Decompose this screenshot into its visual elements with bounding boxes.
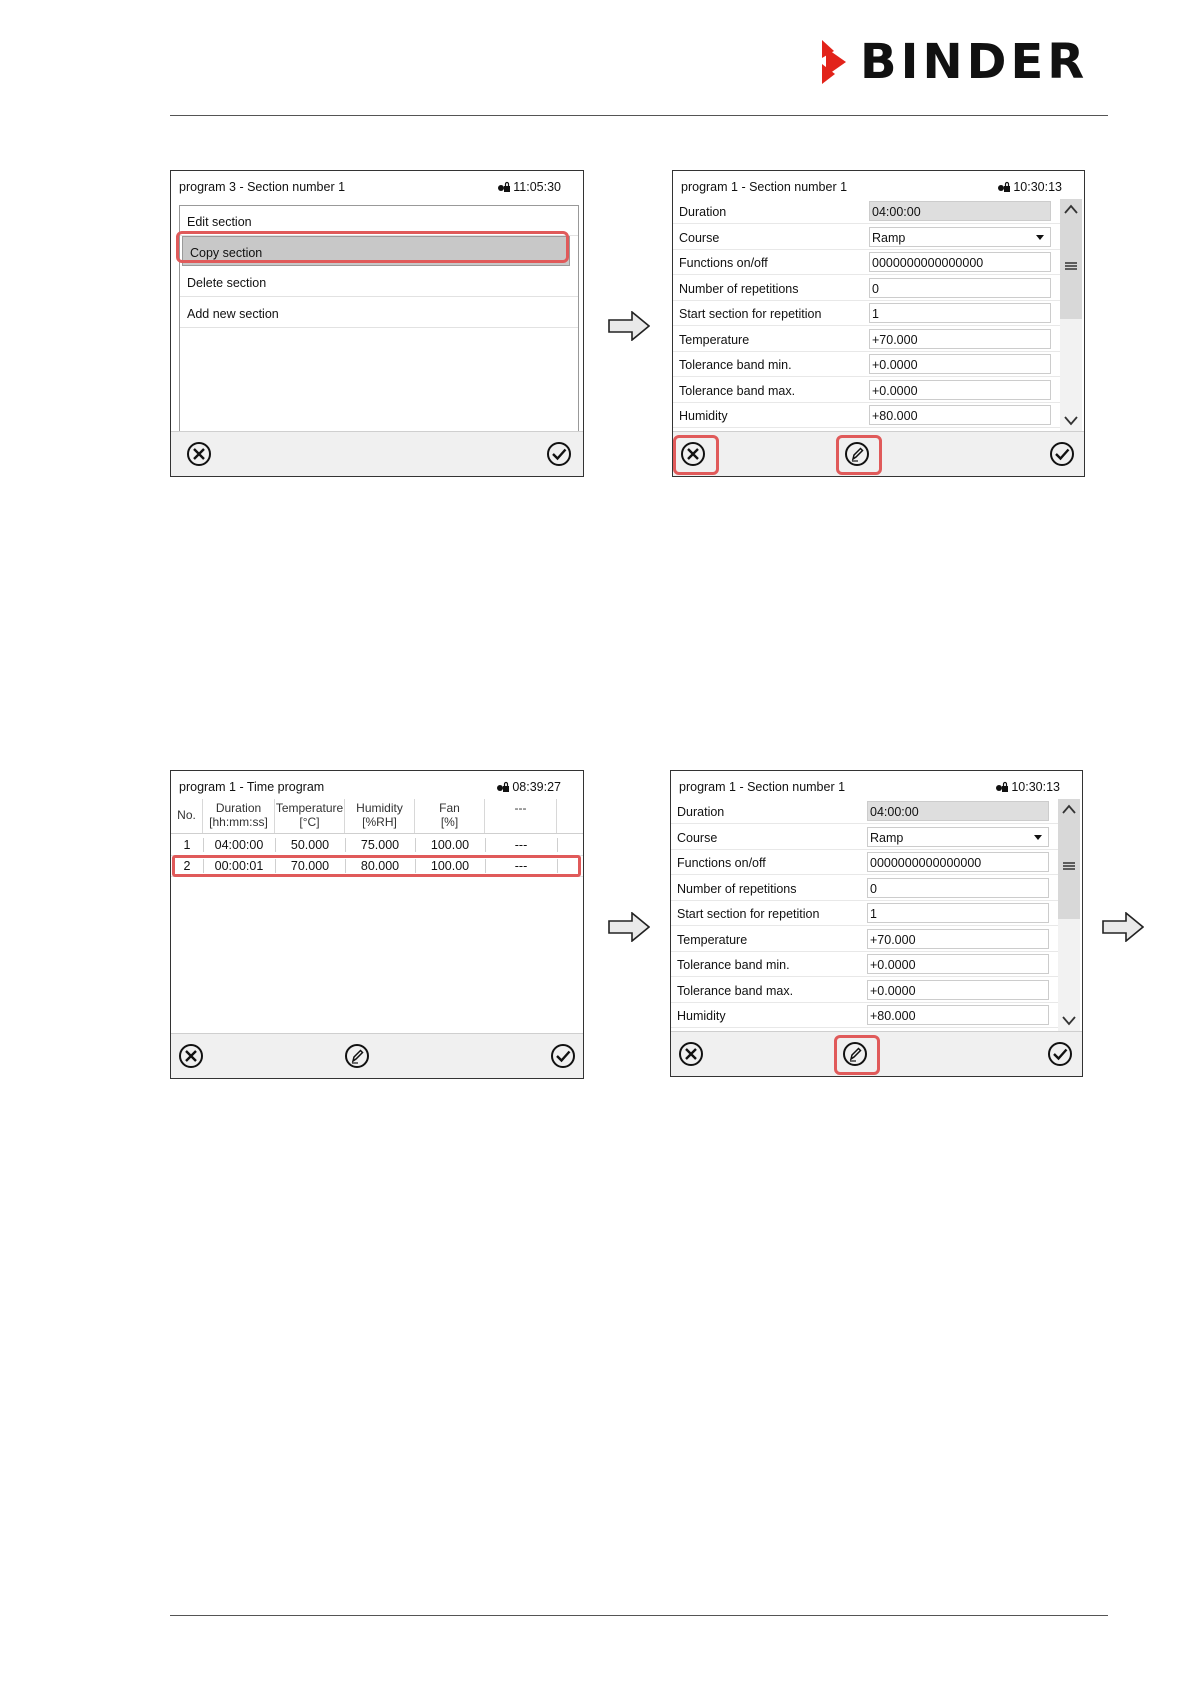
- parameter-label: Number of repetitions: [679, 281, 799, 296]
- parameter-value-field[interactable]: [869, 380, 1051, 400]
- clock-time: 11:05:30: [513, 180, 561, 194]
- parameter-row: [671, 876, 1061, 901]
- parameter-label: Start section for repetition: [677, 907, 820, 921]
- table-cell: 75.000: [360, 838, 400, 852]
- menu-icon[interactable]: [1064, 261, 1078, 271]
- parameter-value: 0: [870, 881, 877, 896]
- parameter-value: 1: [870, 907, 877, 921]
- parameter-value: Ramp: [872, 230, 906, 245]
- parameter-label: Number of repetitions: [677, 881, 797, 896]
- cancel-icon: [678, 1041, 704, 1067]
- parameter-label: Functions on/off: [679, 256, 768, 270]
- parameter-value: 0000000000000000: [872, 256, 984, 270]
- header-divider: [170, 115, 1108, 116]
- cancel-button[interactable]: [183, 438, 215, 470]
- table-cell: 100.00: [430, 859, 470, 873]
- binder-logo: [820, 34, 1089, 90]
- table-cell: 50.000: [290, 838, 330, 852]
- highlight-cancel-button: [673, 435, 719, 475]
- confirm-check-icon: [546, 441, 572, 467]
- screen-section-edit-bottom: [670, 770, 1083, 1077]
- column-divider: [557, 838, 558, 852]
- column-divider: [275, 838, 276, 852]
- screen-title: program 1 - Section number 1: [679, 780, 846, 794]
- screen-title: program 1 - Section number 1: [681, 180, 848, 194]
- parameter-value: +80.000: [872, 409, 918, 423]
- parameter-value: +0.0000: [872, 383, 918, 398]
- cancel-button[interactable]: [675, 1038, 707, 1070]
- parameter-value: 0: [872, 281, 879, 296]
- screen-title: program 3 - Section number 1: [179, 180, 346, 194]
- parameter-value-field[interactable]: [867, 954, 1049, 974]
- parameter-row: [673, 250, 1063, 275]
- parameter-value: +80.000: [870, 1009, 916, 1023]
- parameter-label: Duration: [677, 805, 725, 819]
- confirm-check-icon: [1049, 441, 1075, 467]
- column-header-extra: ---: [485, 799, 557, 833]
- parameter-label: Temperature: [677, 932, 748, 947]
- parameter-value: Ramp: [870, 830, 904, 845]
- parameter-row: [671, 901, 1061, 926]
- table-row[interactable]: [171, 835, 583, 856]
- brand-name: BINDER: [860, 34, 1089, 90]
- parameter-row: [673, 225, 1063, 250]
- edit-button[interactable]: [341, 1040, 373, 1072]
- scrollbar[interactable]: [1060, 199, 1082, 431]
- column-divider: [345, 838, 346, 852]
- screen-titlebar: [171, 771, 583, 801]
- parameter-label: Duration: [679, 205, 727, 219]
- clock-time: 08:39:27: [512, 780, 561, 794]
- clock-time: 10:30:13: [1011, 780, 1060, 794]
- parameter-value-field[interactable]: [867, 878, 1049, 898]
- screen-titlebar: [671, 771, 1082, 801]
- parameter-value-field[interactable]: [869, 278, 1051, 298]
- parameter-value-field[interactable]: [869, 354, 1051, 374]
- cancel-icon: [186, 441, 212, 467]
- parameter-label: Tolerance band max.: [677, 983, 794, 998]
- screen-section-edit-top: [672, 170, 1085, 477]
- table-cell: 70.000: [290, 859, 330, 873]
- next-arrow-icon: [608, 912, 650, 942]
- column-divider: [485, 838, 486, 852]
- parameter-row: [671, 825, 1061, 850]
- parameter-row: [673, 276, 1063, 301]
- parameter-row: [673, 199, 1063, 224]
- column-header-humidity: Humidity [%RH]: [345, 799, 415, 833]
- parameter-value: 04:00:00: [870, 805, 919, 819]
- parameter-value-field[interactable]: [869, 201, 1051, 221]
- course-select[interactable]: [867, 827, 1049, 847]
- scroll-down-icon[interactable]: [1061, 1015, 1077, 1027]
- parameter-row: [673, 327, 1063, 352]
- confirm-button[interactable]: [547, 1040, 579, 1072]
- parameter-row: [671, 1003, 1061, 1028]
- scroll-up-icon[interactable]: [1061, 803, 1077, 815]
- parameter-row: [673, 378, 1063, 403]
- next-arrow-icon: [1102, 912, 1144, 942]
- parameter-value: +0.0000: [870, 958, 916, 972]
- parameter-value: 04:00:00: [872, 205, 921, 219]
- parameter-value: +0.0000: [870, 983, 916, 998]
- table-cell: 1: [183, 838, 191, 852]
- parameter-value-field[interactable]: [867, 929, 1049, 949]
- table-cell: 2: [183, 859, 191, 873]
- screen-title: program 1 - Time program: [179, 780, 325, 794]
- parameter-row: [671, 978, 1061, 1003]
- parameter-value-field[interactable]: [869, 252, 1051, 272]
- parameter-value: +70.000: [872, 332, 918, 347]
- table-cell: 04:00:00: [214, 838, 264, 852]
- parameter-row: [673, 352, 1063, 377]
- confirm-check-icon: [1047, 1041, 1073, 1067]
- highlight-copy-section: [176, 231, 569, 263]
- parameter-label: Functions on/off: [677, 856, 766, 870]
- screen-clock: [997, 180, 1062, 194]
- parameter-value-field[interactable]: [867, 801, 1049, 821]
- table-cell: 100.00: [430, 838, 470, 852]
- highlight-edit-button: [834, 1035, 880, 1075]
- parameter-row: [671, 927, 1061, 952]
- screen-clock: [496, 780, 561, 794]
- table-cell: 00:00:01: [214, 859, 264, 873]
- parameter-value-field[interactable]: [869, 303, 1051, 323]
- menu-item-copy-section[interactable]: Copy section: [182, 236, 570, 266]
- parameter-label: Course: [679, 230, 720, 245]
- parameter-label: Humidity: [679, 409, 728, 423]
- parameter-value-field[interactable]: [867, 903, 1049, 923]
- table-header: [171, 799, 583, 834]
- confirm-button[interactable]: [1044, 1038, 1076, 1070]
- column-header-temperature: Temperature [°C]: [275, 799, 345, 833]
- lock-icon: [995, 781, 1009, 793]
- parameter-row: [671, 952, 1061, 977]
- parameter-label: Start section for repetition: [679, 307, 822, 321]
- table-cell: ---: [514, 859, 528, 873]
- parameter-row: [673, 301, 1063, 326]
- parameter-label: Tolerance band max.: [679, 383, 796, 398]
- scrollbar-thumb[interactable]: [1060, 199, 1082, 319]
- menu-item-add-new-section[interactable]: Add new section: [180, 298, 578, 328]
- column-divider: [415, 838, 416, 852]
- screen-titlebar: [673, 171, 1084, 201]
- menu-item-delete-section[interactable]: Delete section: [180, 267, 578, 297]
- column-header-duration: Duration [hh:mm:ss]: [203, 799, 275, 833]
- parameter-label: Tolerance band min.: [677, 958, 790, 972]
- parameter-value-field[interactable]: [867, 1005, 1049, 1025]
- parameter-value-field[interactable]: [869, 329, 1051, 349]
- next-arrow-icon: [608, 311, 650, 341]
- scrollbar[interactable]: [1058, 799, 1080, 1031]
- scroll-up-icon[interactable]: [1063, 203, 1079, 215]
- screen-footer: [171, 431, 583, 476]
- parameter-row: [671, 850, 1061, 875]
- binder-logo-mark: [820, 40, 850, 84]
- parameter-value-field[interactable]: [867, 852, 1049, 872]
- column-header-no: No.: [171, 799, 203, 833]
- table-cell: ---: [514, 838, 528, 852]
- screen-section-menu: [170, 170, 584, 477]
- highlight-row-2: [172, 855, 581, 877]
- parameter-row: [671, 799, 1061, 824]
- parameter-value: +0.0000: [872, 358, 918, 372]
- screen-footer: [171, 1033, 583, 1078]
- parameter-row: [673, 403, 1063, 428]
- parameter-label: Humidity: [677, 1009, 726, 1023]
- parameter-value: 1: [872, 307, 879, 321]
- parameter-value: +70.000: [870, 932, 916, 947]
- edit-pencil-icon: [344, 1043, 370, 1069]
- lock-icon: [497, 181, 511, 193]
- footer-divider: [170, 1615, 1108, 1616]
- course-select[interactable]: [869, 227, 1051, 247]
- menu-icon[interactable]: [1062, 861, 1076, 871]
- dropdown-arrow-icon[interactable]: [1034, 835, 1042, 840]
- scroll-down-icon[interactable]: [1063, 415, 1079, 427]
- highlight-edit-button: [836, 435, 882, 475]
- scrollbar-thumb[interactable]: [1058, 799, 1080, 919]
- lock-icon: [997, 181, 1011, 193]
- parameter-label: Temperature: [679, 332, 750, 347]
- confirm-button[interactable]: [543, 438, 575, 470]
- screen-clock: [497, 180, 561, 194]
- lock-icon: [496, 781, 510, 793]
- parameter-label: Tolerance band min.: [679, 358, 792, 372]
- cancel-button[interactable]: [175, 1040, 207, 1072]
- table-cell: 80.000: [360, 859, 400, 873]
- dropdown-arrow-icon[interactable]: [1036, 235, 1044, 240]
- cancel-icon: [178, 1043, 204, 1069]
- parameter-label: Course: [677, 830, 718, 845]
- screen-clock: [995, 780, 1060, 794]
- screen-time-program: [170, 770, 584, 1079]
- parameter-value-field[interactable]: [867, 980, 1049, 1000]
- confirm-button[interactable]: [1046, 438, 1078, 470]
- clock-time: 10:30:13: [1013, 180, 1062, 194]
- column-divider: [203, 838, 204, 852]
- menu-item-edit-section[interactable]: Edit section: [180, 206, 578, 236]
- confirm-check-icon: [550, 1043, 576, 1069]
- parameter-value-field[interactable]: [869, 405, 1051, 425]
- column-header-fan: Fan [%]: [415, 799, 485, 833]
- parameter-value: 0000000000000000: [870, 856, 982, 870]
- screen-titlebar: [171, 171, 583, 201]
